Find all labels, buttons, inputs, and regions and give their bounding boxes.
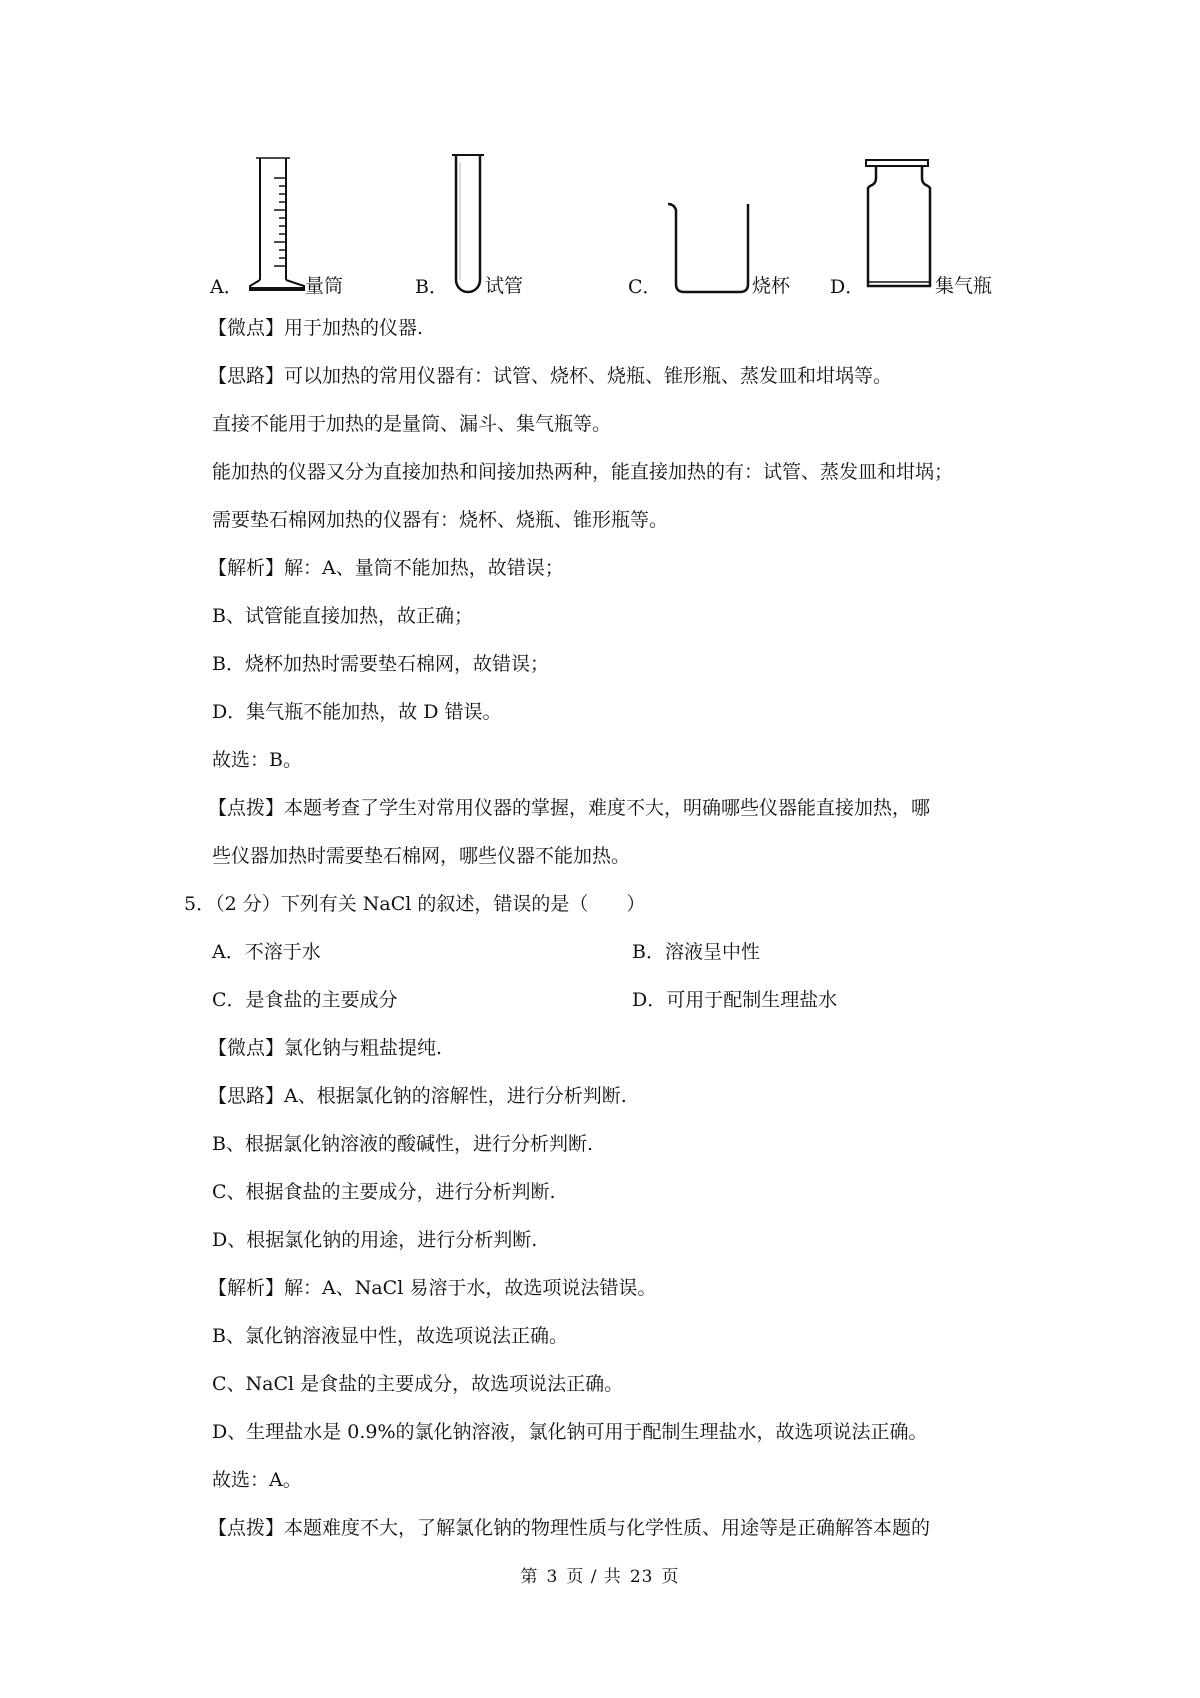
footer-page-number: 3 bbox=[546, 1567, 559, 1587]
instrument-label-c: 烧杯 bbox=[752, 275, 791, 297]
q5-approach-c: C、根据食盐的主要成分，进行分析判断. bbox=[212, 1181, 556, 1203]
q4-approach-line3: 能加热的仪器又分为直接加热和间接加热两种，能直接加热的有：试管、蒸发皿和坩埚； bbox=[212, 461, 954, 483]
q5-approach-d: D、根据氯化钠的用途，进行分析判断. bbox=[212, 1229, 538, 1251]
q4-approach-line4: 需要垫石棉网加热的仪器有：烧杯、烧瓶、锥形瓶等。 bbox=[212, 509, 669, 531]
test-tube-icon bbox=[450, 152, 486, 298]
q4-analysis: 【解析】解：A、量筒不能加热，故错误； bbox=[208, 557, 564, 579]
q5-tip: 【点拨】本题难度不大，了解氯化钠的物理性质与化学性质、用途等是正确解答本题的 bbox=[208, 1517, 931, 1539]
q5-approach-b: B、根据氯化钠溶液的酸碱性，进行分析判断. bbox=[212, 1133, 594, 1155]
beaker-icon bbox=[666, 200, 758, 296]
q5-answer: 故选：A。 bbox=[212, 1469, 302, 1491]
q5-analysis-d: D、生理盐水是 0.9%的氯化钠溶液，氯化钠可用于配制生理盐水，故选项说法正确。 bbox=[212, 1421, 928, 1443]
gas-collecting-bottle-icon bbox=[862, 156, 934, 296]
footer-suffix: 页 bbox=[661, 1567, 680, 1587]
option-letter-b: B． bbox=[415, 276, 448, 298]
q4-approach-line2: 直接不能用于加热的是量筒、漏斗、集气瓶等。 bbox=[212, 413, 612, 435]
option-letter-c: C． bbox=[628, 276, 662, 298]
q4-approach: 【思路】可以加热的常用仪器有：试管、烧杯、烧瓶、锥形瓶、蒸发皿和坩埚等。 bbox=[208, 365, 893, 387]
q5-micro-point: 【微点】氯化钠与粗盐提纯. bbox=[208, 1037, 443, 1059]
option-letter-d: D． bbox=[830, 276, 865, 298]
q4-analysis-c: B．烧杯加热时需要垫石棉网，故错误； bbox=[212, 653, 549, 675]
q5-option-d: D．可用于配制生理盐水 bbox=[632, 989, 838, 1011]
footer-mid: 页 / 共 bbox=[566, 1567, 622, 1587]
q5-option-a: A．不溶于水 bbox=[212, 941, 321, 963]
q4-analysis-b: B、试管能直接加热，故正确； bbox=[212, 605, 473, 627]
instrument-label-d: 集气瓶 bbox=[935, 275, 993, 297]
page-footer bbox=[0, 1562, 1200, 1587]
q4-micro-point: 【微点】用于加热的仪器. bbox=[208, 317, 424, 339]
footer-prefix: 第 bbox=[520, 1567, 539, 1587]
measuring-cylinder-icon bbox=[248, 156, 308, 296]
q4-tip-line2: 些仪器加热时需要垫石棉网，哪些仪器不能加热。 bbox=[212, 845, 631, 867]
q4-tip: 【点拨】本题考查了学生对常用仪器的掌握，难度不大，明确哪些仪器能直接加热，哪 bbox=[208, 797, 931, 819]
q5-analysis-b: B、氯化钠溶液显中性，故选项说法正确。 bbox=[212, 1325, 568, 1347]
q5-option-b: B．溶液呈中性 bbox=[632, 941, 760, 963]
instrument-label-b: 试管 bbox=[485, 275, 524, 297]
q5-analysis-c: C、NaCl 是食盐的主要成分，故选项说法正确。 bbox=[212, 1373, 624, 1395]
q5-analysis: 【解析】解：A、NaCl 易溶于水，故选项说法错误。 bbox=[208, 1277, 657, 1299]
q5-option-c: C．是食盐的主要成分 bbox=[212, 989, 398, 1011]
q4-analysis-d: D．集气瓶不能加热，故 D 错误。 bbox=[212, 701, 502, 723]
footer-total-pages: 23 bbox=[629, 1567, 654, 1587]
option-letter-a: A． bbox=[210, 276, 243, 298]
q5-approach: 【思路】A、根据氯化钠的溶解性，进行分析判断. bbox=[208, 1085, 627, 1107]
q5-stem: 5．（2 分）下列有关 NaCl 的叙述，错误的是（ ） bbox=[184, 893, 646, 915]
instrument-label-a: 量筒 bbox=[305, 275, 344, 297]
q4-answer: 故选：B。 bbox=[212, 749, 302, 771]
